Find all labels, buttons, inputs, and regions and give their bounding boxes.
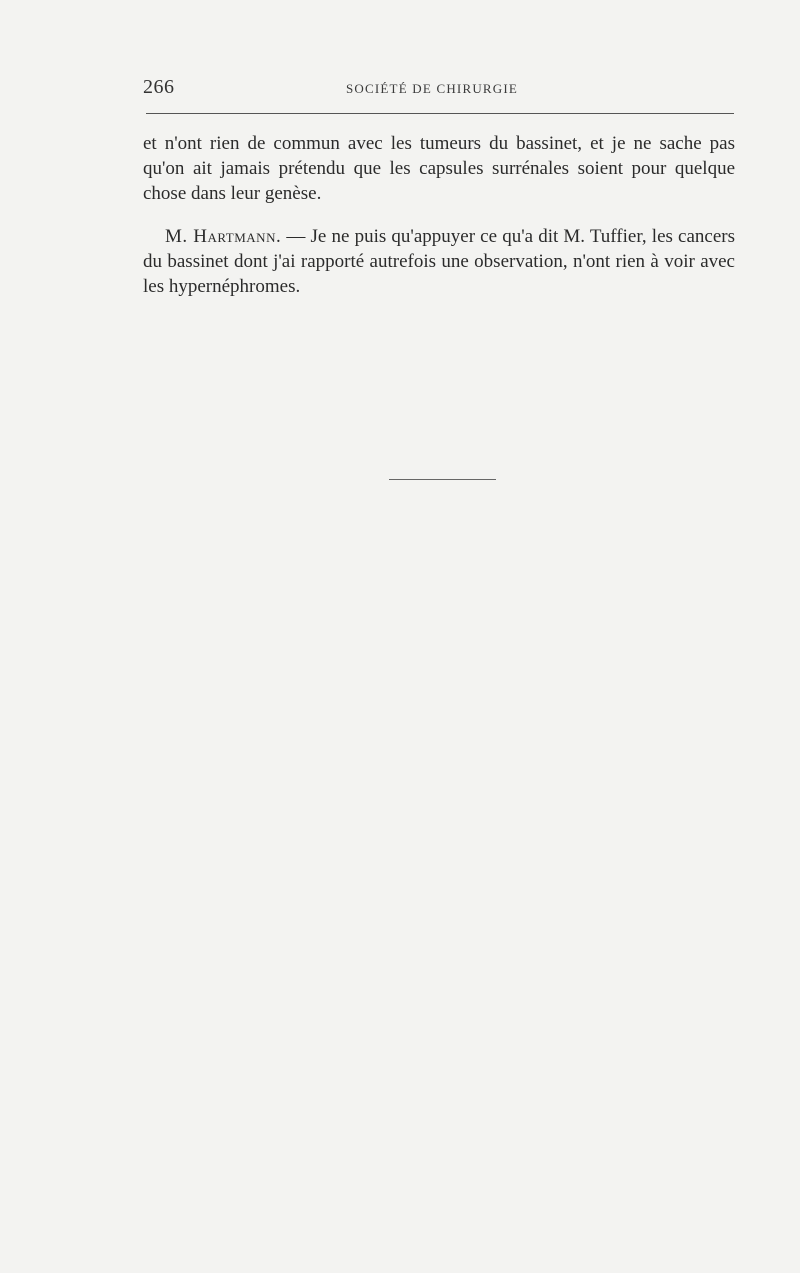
page-number: 266 <box>143 76 175 98</box>
running-head: SOCIÉTÉ DE CHIRURGIE <box>346 81 519 96</box>
page-header <box>143 76 733 106</box>
paragraph-hartmann <box>143 224 735 299</box>
body-text <box>143 131 735 299</box>
paragraph-continuation <box>143 131 735 206</box>
header-rule <box>146 113 734 114</box>
paragraph-text: — Je ne puis qu'appuyer ce qu'a dit M. Tuffier, les cancers du bassinet dont j'ai rapporté autrefois une observation, n'ont rien à voir avec les hypernéphromes. <box>143 226 736 297</box>
paragraph-text: et n'ont rien de commun avec les tumeurs du bassinet, et je ne sache pas qu'on ait jamais prétendu que les capsules surrénales soient pour quelque chose dans leur genèse. <box>143 133 735 204</box>
speaker-name: M. Hartmann. <box>165 226 282 247</box>
end-of-section-rule <box>389 479 496 480</box>
